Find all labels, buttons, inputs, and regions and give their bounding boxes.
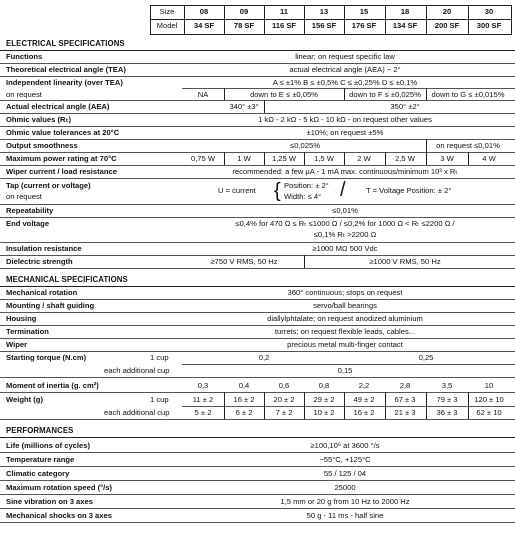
weight-09: 16 ± 2 <box>233 395 255 404</box>
tea-value: actual electrical angle (AEA) − 2° <box>289 65 401 74</box>
weight-add-08: 5 ± 2 <box>194 408 212 417</box>
weight-add-20: 36 ± 3 <box>436 408 458 417</box>
aea-small: 340° ±3° <box>229 102 259 111</box>
torque-large: 0,25 <box>418 353 434 362</box>
weight-08: 11 ± 2 <box>192 395 214 404</box>
housing-value: diallylphtalate; on request anodized aluminium <box>267 314 423 323</box>
ohmic-value: 1 kΩ - 2 kΩ - 5 kΩ - 10 kΩ - on request other values <box>258 115 432 124</box>
weight-add-11: 7 ± 2 <box>275 408 293 417</box>
climatic-label: Climatic category <box>6 469 70 478</box>
torque-label: Starting torque (N.cm) <box>6 353 87 362</box>
ohmic-label: Ohmic values (Rₜ) <box>6 115 71 124</box>
tap-position: Position: ± 2° <box>284 181 329 190</box>
mounting-label: Mounting / shaft guiding <box>6 301 95 310</box>
model-20: 200 SF <box>434 21 460 30</box>
inertia-11: 0,6 <box>278 381 290 390</box>
temperature-value: −55°C, +125°C <box>319 455 371 464</box>
end-voltage-line2: ≤0,1% Rₜ >2200 Ω <box>313 230 377 239</box>
dielectric-label: Dielectric strength <box>6 257 73 266</box>
tea-label: Theoretical electrical angle (TEA) <box>6 65 126 74</box>
inertia-20: 3,5 <box>441 381 453 390</box>
power-09: 1 W <box>237 154 251 163</box>
inertia-08: 0,3 <box>197 381 209 390</box>
tap-current: U = current <box>218 186 256 195</box>
torque-cup: 1 cup <box>150 353 169 362</box>
torque-small: 0,2 <box>258 353 270 362</box>
tap-brace: { <box>274 180 281 202</box>
power-11: 1,25 W <box>271 154 297 163</box>
size-08: 08 <box>199 7 209 16</box>
insulation-value: ≥1000 MΩ 500 Vdc <box>312 244 378 253</box>
tap-width: Width: ≤ 4° <box>284 192 322 201</box>
model-13: 156 SF <box>311 21 337 30</box>
model-15: 176 SF <box>351 21 377 30</box>
shock-label: Mechanical shocks on 3 axes <box>6 511 112 520</box>
tolerance-value: ±10%; on request ±5% <box>306 128 384 137</box>
vibration-value: 1,5 mm or 20 g from 10 Hz to 2000 Hz <box>280 497 410 506</box>
housing-label: Housing <box>6 314 37 323</box>
insulation-label: Insulation resistance <box>6 244 82 253</box>
size-header: Size <box>159 7 175 16</box>
weight-30: 120 ± 10 <box>474 395 504 404</box>
speed-value: 25000 <box>334 483 356 492</box>
linearity-f: down to F ≤ ±0,025% <box>349 90 421 99</box>
smoothness-label: Output smoothness <box>6 141 78 150</box>
mounting-value: servo/ball bearings <box>313 301 377 310</box>
linearity-sublabel: on request <box>6 90 42 99</box>
power-30: 4 W <box>482 154 496 163</box>
dielectric-small: ≥750 V RMS, 50 Hz <box>210 257 278 266</box>
weight-cup: 1 cup <box>150 395 169 404</box>
life-label: Life (millions of cycles) <box>6 441 90 450</box>
power-label: Maximum power rating at 70°C <box>6 154 117 163</box>
power-08: 0,75 W <box>190 154 216 163</box>
size-13: 13 <box>319 7 329 16</box>
wiper-value: precious metal multi-finger contact <box>287 340 403 349</box>
wiper-current-label: Wiper current / load resistance <box>6 167 117 176</box>
linearity-classes: A ≤ ±1% B ≤ ±0,5% C ≤ ±0,25% D ≤ ±0,1% <box>272 78 418 87</box>
weight-add-18: 21 ± 3 <box>394 408 416 417</box>
weight-20: 79 ± 3 <box>436 395 458 404</box>
size-15: 15 <box>359 7 369 16</box>
weight-15: 49 ± 2 <box>353 395 375 404</box>
power-20: 3 W <box>440 154 454 163</box>
inertia-30: 10 <box>484 381 494 390</box>
climatic-value: 55 / 125 / 04 <box>323 469 367 478</box>
weight-add-label: each additional cup <box>104 408 170 417</box>
termination-label: Termination <box>6 327 49 336</box>
repeatability-label: Repeatability <box>6 206 54 215</box>
model-30: 300 SF <box>476 21 502 30</box>
tap-separator: / <box>340 179 346 201</box>
rotation-label: Mechanical rotation <box>6 288 78 297</box>
wiper-label: Wiper <box>6 340 28 349</box>
linearity-na: NA <box>197 90 209 99</box>
electrical-section-title: ELECTRICAL SPECIFICATIONS <box>6 39 125 48</box>
mechanical-section-title: MECHANICAL SPECIFICATIONS <box>6 275 128 284</box>
size-30: 30 <box>484 7 494 16</box>
weight-label: Weight (g) <box>6 395 43 404</box>
model-header: Model <box>156 21 178 30</box>
model-08: 34 SF <box>193 21 215 30</box>
weight-add-13: 10 ± 2 <box>313 408 335 417</box>
aea-label: Actual electrical angle (AEA) <box>6 102 110 111</box>
inertia-18: 2,8 <box>399 381 411 390</box>
tap-voltage: T = Voltage Position: ± 2° <box>366 186 452 195</box>
repeatability-value: ≤0,01% <box>332 206 358 215</box>
wiper-current-value: recommended: a few µA - 1 mA max. continuous/minimum 10³ x Rₜ <box>232 167 458 176</box>
tap-sublabel: on request <box>6 192 42 201</box>
tap-label: Tap (current or voltage) <box>6 181 91 190</box>
inertia-15: 2,2 <box>358 381 370 390</box>
tolerance-label: Ohmic value tolerances at 20°C <box>6 128 120 137</box>
rotation-value: 360° continuous; stops on request <box>287 288 403 297</box>
size-20: 20 <box>442 7 452 16</box>
model-18: 134 SF <box>392 21 418 30</box>
weight-11: 20 ± 2 <box>273 395 295 404</box>
inertia-13: 0,8 <box>318 381 330 390</box>
model-09: 78 SF <box>233 21 255 30</box>
termination-value: turrets; on request flexible leads, cables... <box>274 327 416 336</box>
model-11: 116 SF <box>271 21 297 30</box>
performances-section-title: PERFORMANCES <box>6 426 74 435</box>
power-13: 1,5 W <box>314 154 334 163</box>
size-09: 09 <box>239 7 249 16</box>
inertia-09: 0,4 <box>238 381 250 390</box>
speed-label: Maximum rotation speed (°/s) <box>6 483 112 492</box>
dielectric-large: ≥1000 V RMS, 50 Hz <box>369 257 441 266</box>
weight-add-09: 6 ± 2 <box>235 408 253 417</box>
end-voltage-label: End voltage <box>6 219 50 228</box>
size-11: 11 <box>279 7 289 16</box>
vibration-label: Sine vibration on 3 axes <box>6 497 93 506</box>
size-18: 18 <box>400 7 410 16</box>
power-18: 2,5 W <box>395 154 415 163</box>
linearity-g: down to G ≤ ±0,015% <box>431 90 505 99</box>
torque-add-label: each additional cup <box>104 366 170 375</box>
life-value: ≥100,10⁶ at 3600 °/s <box>310 441 380 450</box>
functions-label: Functions <box>6 52 43 61</box>
temperature-label: Temperature range <box>6 455 75 464</box>
torque-add-value: 0,15 <box>337 366 353 375</box>
power-15: 2 W <box>357 154 371 163</box>
smoothness-request: on request ≤0,01% <box>436 141 500 150</box>
linearity-label: Independent linearity (over TEA) <box>6 78 123 87</box>
functions-value: linear; on request specific law <box>295 52 395 61</box>
end-voltage-line1: ≤0,4% for 470 Ω ≤ Rₜ ≤1000 Ω / ≤0,2% for 1000 Ω < Rₜ ≤2200 Ω / <box>235 219 455 228</box>
weight-add-15: 16 ± 2 <box>353 408 375 417</box>
weight-18: 67 ± 3 <box>394 395 416 404</box>
smoothness-value: ≤0,025% <box>290 141 320 150</box>
inertia-label: Moment of inertia (g. cm²) <box>6 381 99 390</box>
linearity-e: down to E ≤ ±0,05% <box>250 90 318 99</box>
shock-value: 50 g - 11 ms - half sine <box>306 511 384 520</box>
weight-13: 29 ± 2 <box>313 395 335 404</box>
aea-large: 350° ±2° <box>390 102 420 111</box>
weight-add-30: 62 ± 10 <box>476 408 502 417</box>
